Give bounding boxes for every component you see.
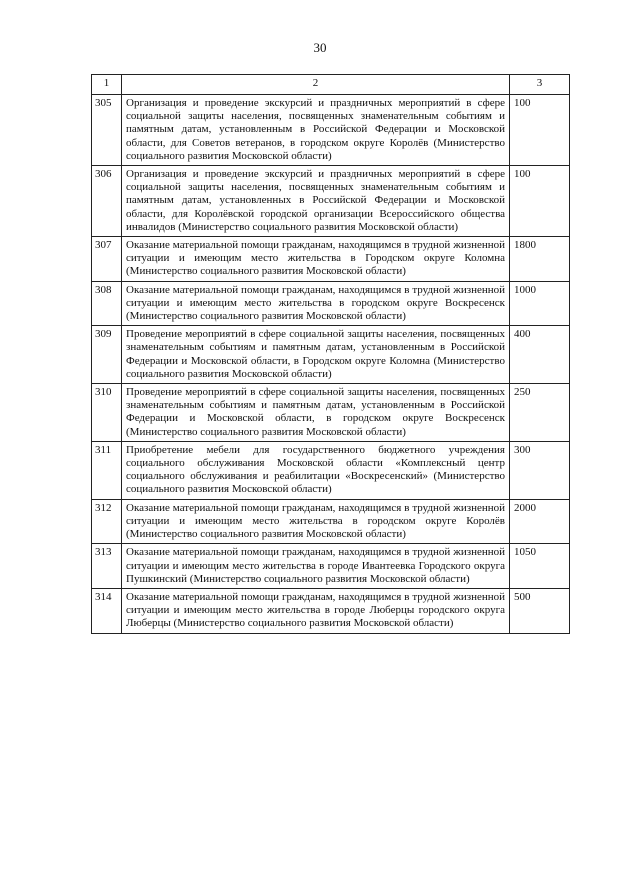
row-amount: 1000	[510, 281, 570, 326]
page-number: 30	[313, 40, 327, 55]
table-row	[92, 441, 570, 499]
row-description: Оказание материальной помощи гражданам, находящимся в трудной жизненной ситуации и имеющим место жительства в городском округе Королёв (Министерство социального развития Московской области)	[122, 499, 510, 544]
table-row	[92, 384, 570, 442]
row-number: 313	[92, 544, 122, 589]
row-description: Оказание материальной помощи гражданам, находящимся в трудной жизненной ситуации и имеющим место жительства в городе Люберцы городского округа Люберцы (Министерство социального развития Московской области)	[122, 588, 510, 633]
row-amount: 1800	[510, 237, 570, 282]
row-number: 308	[92, 281, 122, 326]
table-row	[92, 237, 570, 282]
row-number: 311	[92, 441, 122, 499]
row-description: Организация и проведение экскурсий и праздничных мероприятий в сфере социальной защиты населения, посвященных знаменательным событиям и памятным датам, установленным в Российской Федерации и Московской области, для Советов ветеранов, в городском округе Королёв (Министерство социального развития Московской области)	[122, 95, 510, 166]
row-number: 306	[92, 166, 122, 237]
table-row	[92, 166, 570, 237]
table-header-row	[92, 75, 570, 95]
row-amount: 1050	[510, 544, 570, 589]
table-row	[92, 588, 570, 633]
row-description: Проведение мероприятий в сфере социальной защиты населения, посвященных знаменательным событиям и памятным датам, установленным в Российской Федерации и Московской области, в Городском округе Коломна (Министерство социального развития Московской области)	[122, 326, 510, 384]
table-row	[92, 499, 570, 544]
table-row	[92, 95, 570, 166]
row-amount: 500	[510, 588, 570, 633]
row-number: 314	[92, 588, 122, 633]
row-amount: 100	[510, 95, 570, 166]
row-number: 307	[92, 237, 122, 282]
column-header-1: 1	[92, 75, 122, 95]
row-description: Оказание материальной помощи гражданам, находящимся в трудной жизненной ситуации и имеющим место жительства в городском округе Воскресенск (Министерство социального развития Московской области)	[122, 281, 510, 326]
column-header-3: 3	[510, 75, 570, 95]
row-description: Организация и проведение экскурсий и праздничных мероприятий в сфере социальной защиты населения, посвященных знаменательным событиям и памятным датам, установленных в Российской Федерации и Московской области, для Королёвской городской организации Всероссийского общества инвалидов (Министерство социального развития Московской области)	[122, 166, 510, 237]
row-number: 309	[92, 326, 122, 384]
row-description: Оказание материальной помощи гражданам, находящимся в трудной жизненной ситуации и имеющим место жительства в Городском округе Коломна (Министерство социального развития Московской области)	[122, 237, 510, 282]
row-number: 310	[92, 384, 122, 442]
row-amount: 2000	[510, 499, 570, 544]
row-amount: 400	[510, 326, 570, 384]
row-number: 305	[92, 95, 122, 166]
row-amount: 300	[510, 441, 570, 499]
table-row	[92, 281, 570, 326]
row-amount: 250	[510, 384, 570, 442]
row-description: Проведение мероприятий в сфере социальной защиты населения, посвященных знаменательным событиям и памятным датам, установленным в Российской Федерации и Московской области, в городском округе Воскресенск (Министерство социального развития Московской области)	[122, 384, 510, 442]
table-row	[92, 326, 570, 384]
table-row	[92, 544, 570, 589]
row-description: Приобретение мебели для государственного бюджетного учреждения социального обслуживания Московской области «Комплексный центр социального обслуживания и реабилитации «Воскресенский» (Министерство социального развития Московской области)	[122, 441, 510, 499]
column-header-2: 2	[122, 75, 510, 95]
appropriations-table	[91, 74, 570, 634]
row-number: 312	[92, 499, 122, 544]
row-description: Оказание материальной помощи гражданам, находящимся в трудной жизненной ситуации и имеющим место жительства в городе Ивантеевка Городского округа Пушкинский (Министерство социального развития Московской области)	[122, 544, 510, 589]
row-amount: 100	[510, 166, 570, 237]
